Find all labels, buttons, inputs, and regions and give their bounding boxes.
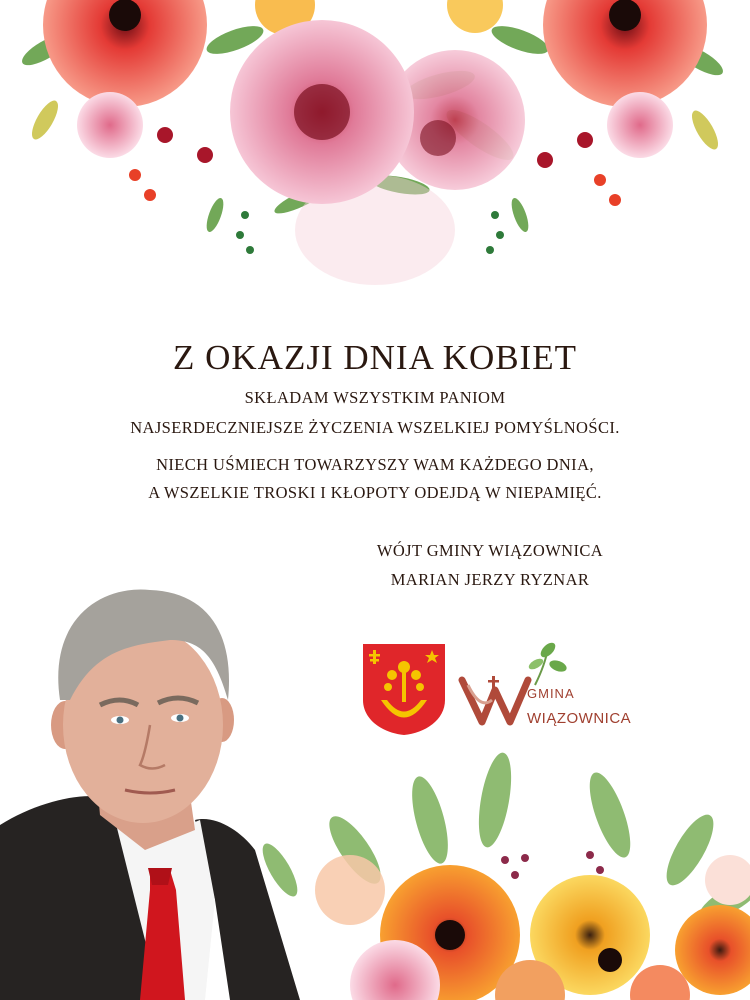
logo-word-wiazownica: WIĄZOWNICA xyxy=(527,710,632,727)
coat-of-arms xyxy=(363,644,445,735)
greeting-line-1: SKŁADAM WSZYSTKIM PANIOM xyxy=(244,388,506,407)
logo-word-gmina: GMINA xyxy=(527,686,575,701)
bottom-floral-bouquet xyxy=(210,750,750,1000)
page-title: Z OKAZJI DNIA KOBIET xyxy=(173,338,577,377)
signature-name: MARIAN JERZY RYZNAR xyxy=(390,570,590,589)
signature-role: WÓJT GMINY WIĄZOWNICA xyxy=(376,541,604,560)
top-floral-garland xyxy=(18,0,727,285)
greeting-line-4: A WSZELKIE TROSKI I KŁOPOTY ODEJDĄ W NIEPAMIĘĆ. xyxy=(148,483,602,502)
greeting-line-2: NAJSERDECZNIEJSZE ŻYCZENIA WSZELKIEJ POMYŚLNOŚCI. xyxy=(130,418,620,437)
greeting-line-3: NIECH UŚMIECH TOWARZYSZY WAM KAŻDEGO DNIA, xyxy=(156,455,594,474)
portrait-photo xyxy=(0,590,300,1000)
